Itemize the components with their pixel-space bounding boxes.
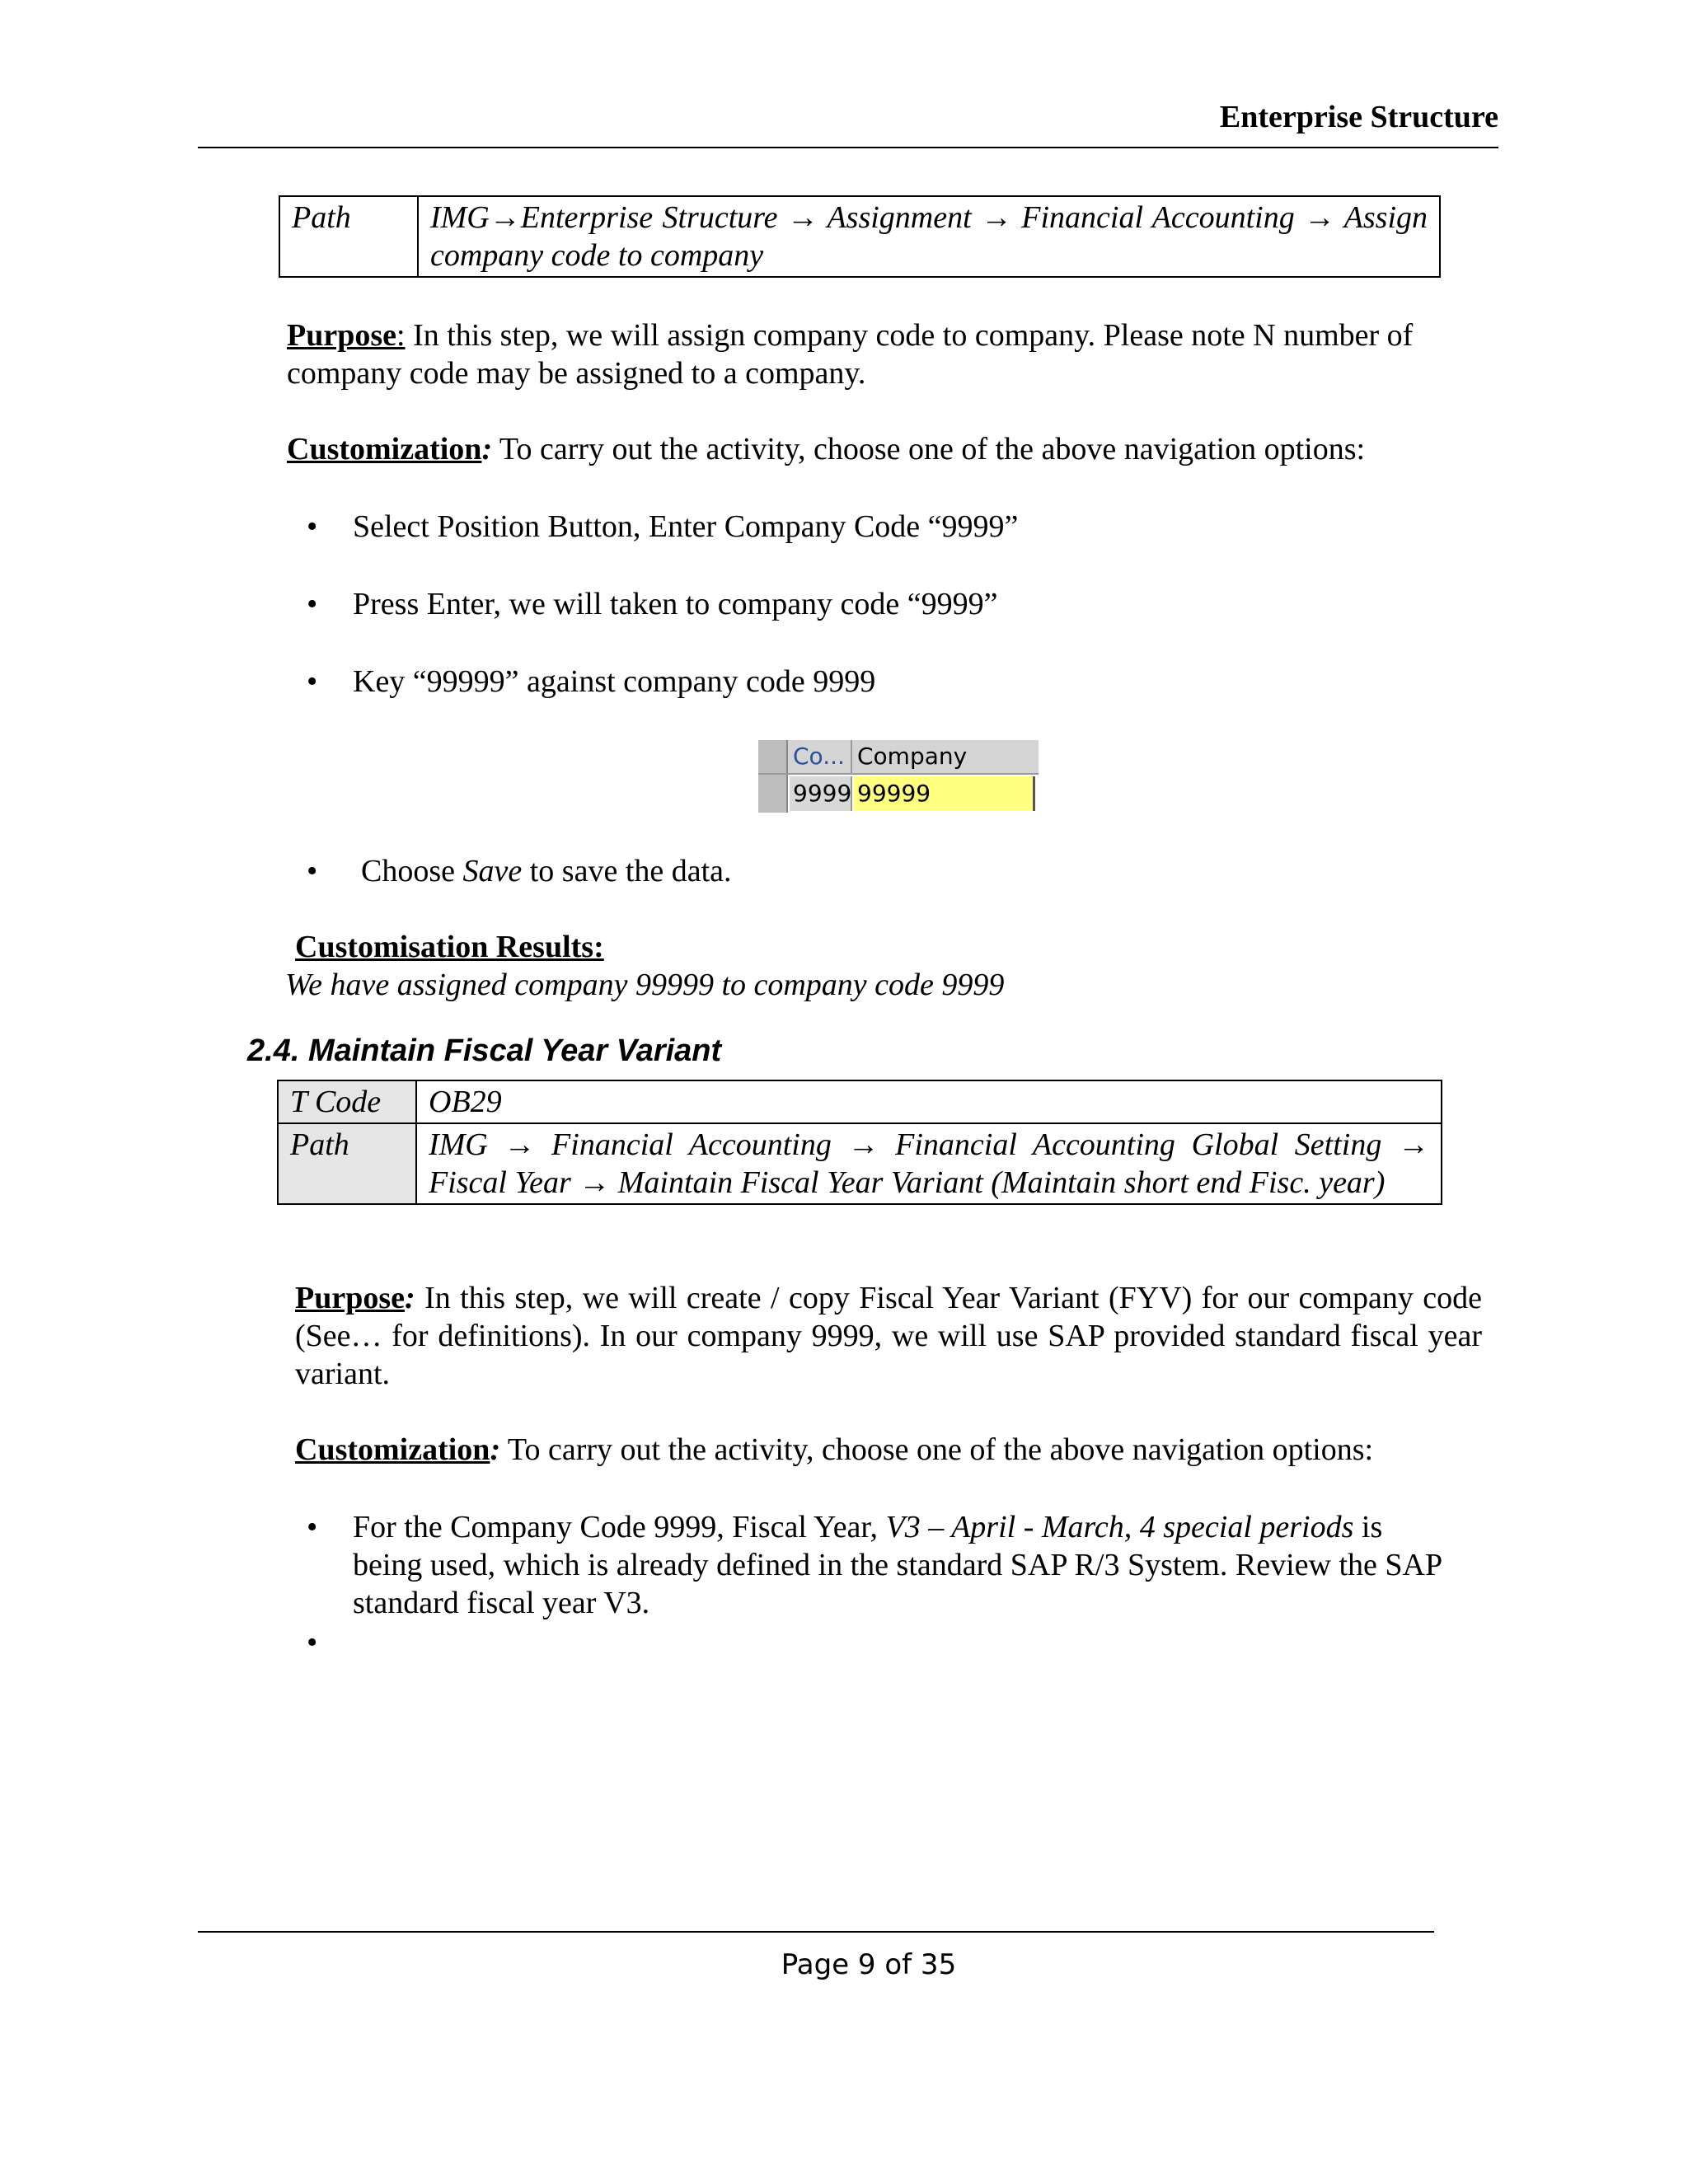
- tcode-label: T Code: [278, 1080, 416, 1123]
- purpose-text: In this step, we will create / copy Fiscal Year Variant (FYV) for our company code (See… for definitions). In our company 9999, we will use SAP provided standard fiscal year variant.: [295, 1281, 1482, 1391]
- sap-company-grid: [758, 740, 1039, 816]
- grid-header-company[interactable]: Company: [857, 743, 968, 770]
- customization-text: To carry out the activity, choose one of the above navigation options:: [492, 432, 1366, 466]
- results-text: We have assigned company 99999 to company code 9999: [285, 968, 1005, 1002]
- section-heading: 2.4. Maintain Fiscal Year Variant: [247, 1033, 722, 1068]
- path-value: IMG → Financial Accounting → Financial Accounting Global Setting → Fiscal Year → Maintain Fiscal Year Variant (Maintain short end Fisc. year): [416, 1123, 1442, 1204]
- purpose-paragraph: [287, 316, 1474, 392]
- path-value: IMG→Enterprise Structure → Assignment → Financial Accounting → Assign company code to company: [418, 196, 1440, 277]
- path-label: Path: [279, 196, 418, 277]
- list-item-text: Key “99999” against company code 9999: [353, 664, 876, 699]
- tcode-value: OB29: [416, 1080, 1442, 1123]
- bullet-icon: •: [307, 1625, 318, 1660]
- bullet-icon: •: [307, 1510, 318, 1544]
- grid-cell-company-input[interactable]: 99999: [854, 776, 1035, 811]
- fyv-emphasis: V3 – April - March, 4 special periods: [885, 1510, 1354, 1544]
- grid-cell-code: 9999: [790, 776, 852, 811]
- purpose-label: Purpose: [295, 1281, 405, 1315]
- customization-sep: :: [481, 432, 493, 466]
- results-heading: Customisation Results:: [295, 930, 604, 964]
- customization-label: Customization: [287, 432, 482, 466]
- grid-header-code[interactable]: Co...: [790, 740, 852, 773]
- path-label: Path: [278, 1123, 416, 1204]
- bullet-icon: •: [307, 587, 318, 621]
- path-table: [279, 195, 1441, 278]
- customization-paragraph: [287, 430, 1490, 468]
- customization-paragraph: [295, 1431, 1498, 1469]
- fyv-text: For the Company Code 9999, Fiscal Year, V3 – April - March, 4 special periods is being used, which is already defined in the standard SAP R/3 System. Review the SAP standard fiscal year V3.: [353, 1510, 1442, 1620]
- customization-sep: :: [490, 1432, 501, 1467]
- purpose-label: Purpose: [287, 318, 396, 353]
- grid-corner-cell[interactable]: [758, 740, 788, 773]
- purpose-text: In this step, we will assign company code to company. Please note N number of company code may be assigned to a company.: [287, 318, 1414, 391]
- grid-row-selector[interactable]: [758, 775, 788, 813]
- page-number: Page 9 of 35: [781, 1948, 957, 1981]
- list-item-text: Press Enter, we will taken to company code “9999”: [353, 587, 998, 621]
- purpose-paragraph: [295, 1279, 1482, 1393]
- footer-rule: [198, 1931, 1434, 1933]
- save-instruction: Choose Save to save the data.: [361, 854, 732, 888]
- list-item-text: Select Position Button, Enter Company Code “9999”: [353, 509, 1019, 544]
- header-rule: [198, 147, 1498, 148]
- purpose-sep: :: [396, 318, 406, 353]
- bullet-icon: •: [307, 509, 318, 544]
- tcode-path-table: [277, 1080, 1442, 1205]
- customization-text: To carry out the activity, choose one of the above navigation options:: [500, 1432, 1374, 1467]
- save-emphasis: Save: [462, 854, 523, 888]
- bullet-icon: •: [307, 854, 318, 888]
- page-header-title: Enterprise Structure: [1219, 100, 1498, 134]
- customization-label: Customization: [295, 1432, 490, 1467]
- purpose-sep: :: [405, 1281, 415, 1315]
- bullet-icon: •: [307, 664, 318, 699]
